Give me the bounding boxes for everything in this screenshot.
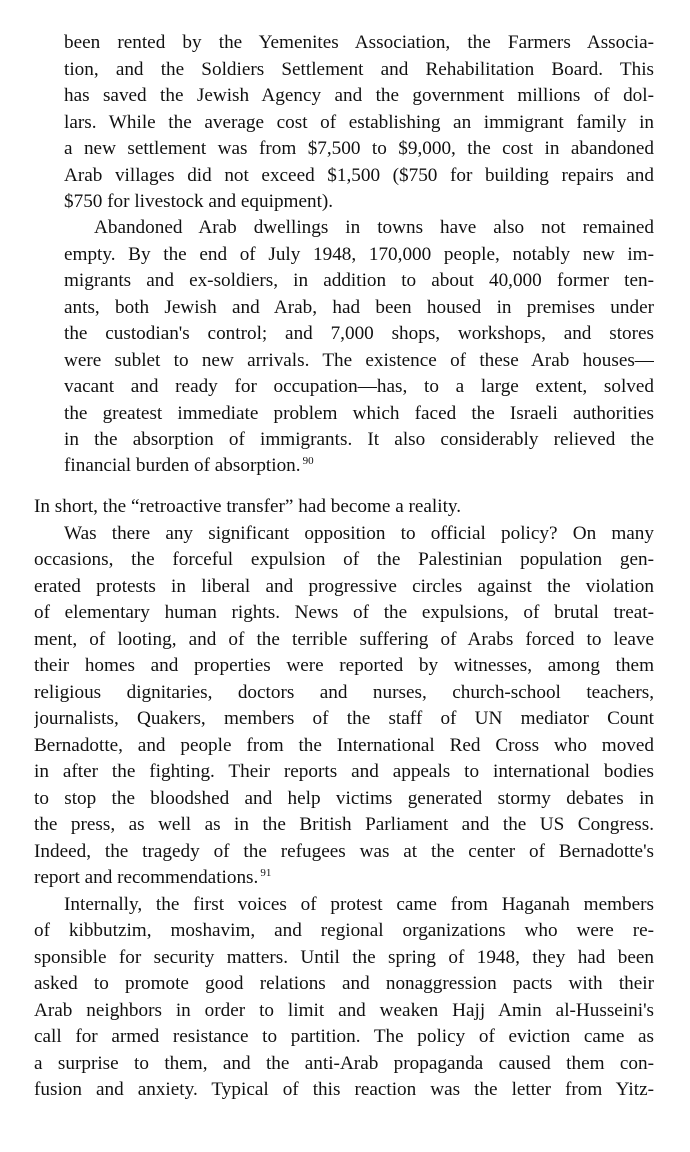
body-line: Internally, the first voices of protest came from Haganah members [64, 894, 654, 915]
body-line: to stop the bloodshed and help victims generated stormy debates in [34, 788, 654, 809]
quote-line: a new settlement was from $7,500 to $9,000, the cost in abandoned [64, 138, 654, 159]
body-line: of elementary human rights. News of the expulsions, of brutal treat- [34, 602, 654, 623]
body-line: their homes and properties were reported by witnesses, among them [34, 655, 654, 676]
quote-line: $750 for livestock and equipment). [64, 191, 334, 212]
quote-line: has saved the Jewish Agency and the government millions of dol- [64, 85, 654, 106]
body-line: journalists, Quakers, members of the staff of UN mediator Count [34, 708, 654, 729]
body-line: asked to promote good relations and nonaggression pacts with their [34, 973, 654, 994]
quote-line-text: financial burden of absorption. [64, 455, 301, 476]
quote-line: in the absorption of immigrants. It also considerably relieved the [64, 429, 654, 450]
body-line-footnoted [34, 865, 654, 892]
quote-line: been rented by the Yemenites Association, the Farmers Associa- [64, 32, 654, 53]
footnote-marker-90: 90 [302, 454, 314, 467]
body-line: In short, the “retroactive transfer” had become a reality. [34, 496, 462, 517]
body-line: the press, as well as in the British Parliament and the US Congress. [34, 814, 654, 835]
quote-line: the custodian's control; and 7,000 shops, workshops, and stores [64, 323, 654, 344]
quote-line: lars. While the average cost of establishing an immigrant family in [64, 112, 654, 133]
body-line: call for armed resistance to partition. The policy of eviction came as [34, 1026, 654, 1047]
body-line: a surprise to them, and the anti-Arab propaganda caused them con- [34, 1053, 654, 1074]
body-line: sponsible for security matters. Until the spring of 1948, they had been [34, 947, 654, 968]
quote-line: tion, and the Soldiers Settlement and Rehabilitation Board. This [64, 59, 654, 80]
body-line: in after the fighting. Their reports and appeals to international bodies [34, 761, 654, 782]
quote-line: empty. By the end of July 1948, 170,000 people, notably new im- [64, 244, 654, 265]
footnote-marker-91: 91 [260, 866, 272, 879]
quote-line: were sublet to new arrivals. The existence of these Arab houses— [64, 350, 654, 371]
body-line: erated protests in liberal and progressive circles against the violation [34, 576, 654, 597]
body-line: Arab neighbors in order to limit and weaken Hajj Amin al-Husseini's [34, 1000, 654, 1021]
quote-line: Abandoned Arab dwellings in towns have also not remained [94, 217, 654, 238]
quote-line-last [64, 453, 654, 480]
body-line: ment, of looting, and of the terrible suffering of Arabs forced to leave [34, 629, 654, 650]
body-line: Bernadotte, and people from the International Red Cross who moved [34, 735, 654, 756]
body-line: fusion and anxiety. Typical of this reaction was the letter from Yitz- [34, 1079, 654, 1100]
body-line-text: report and recommendations. [34, 867, 259, 888]
quote-line: vacant and ready for occupation—has, to a large extent, solved [64, 376, 654, 397]
body-line: Was there any significant opposition to official policy? On many [64, 523, 654, 544]
body-line: religious dignitaries, doctors and nurses, church-school teachers, [34, 682, 654, 703]
body-line: Indeed, the tragedy of the refugees was at the center of Bernadotte's [34, 841, 654, 862]
body-line: of kibbutzim, moshavim, and regional organizations who were re- [34, 920, 654, 941]
quote-line: the greatest immediate problem which faced the Israeli authorities [64, 403, 654, 424]
quote-line: Arab villages did not exceed $1,500 ($750 for building repairs and [64, 165, 654, 186]
quote-line: ants, both Jewish and Arab, had been housed in premises under [64, 297, 654, 318]
quote-line: migrants and ex-soldiers, in addition to about 40,000 former ten- [64, 270, 654, 291]
body-line: occasions, the forceful expulsion of the Palestinian population gen- [34, 549, 654, 570]
